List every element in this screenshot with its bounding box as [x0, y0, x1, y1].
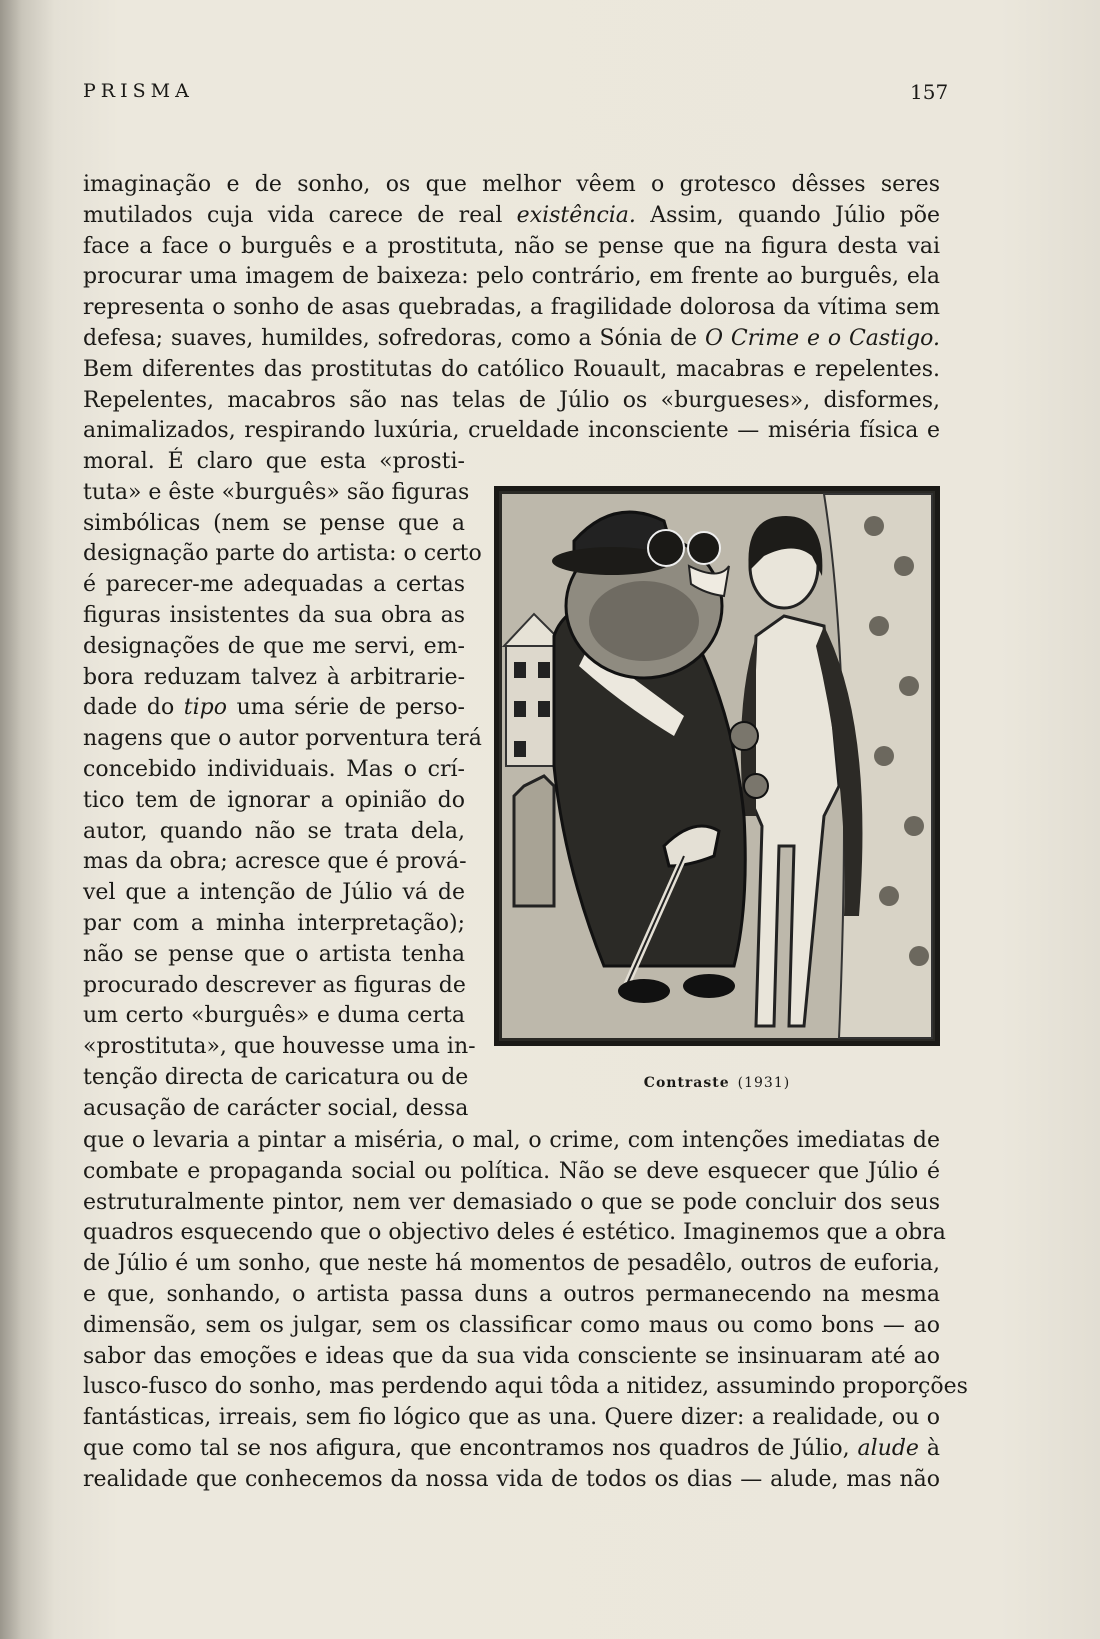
- text-line: não se pense que o artista tenha: [83, 941, 465, 967]
- text-line: moral. É claro que esta «prosti-: [83, 449, 465, 474]
- text-line: fantásticas, irreais, sem fio lógico que as una. Quere dizer: a realidade, ou o: [83, 1405, 940, 1431]
- paragraph-column: [83, 447, 482, 1125]
- text-line: face a face o burguês e a prostituta, não se pense que na figura desta vai: [83, 233, 940, 259]
- text-line: [83, 693, 465, 724]
- text-line: um certo «burguês» e duma certa: [83, 1003, 465, 1029]
- italic-text: tipo: [183, 695, 227, 721]
- text-line: [83, 201, 940, 232]
- text-segment: que como tal se nos afigura, que encontramos nos quadros de Júlio,: [83, 1435, 858, 1461]
- text-line: Repelentes, macabros são nas telas de Júlio os «burgueses», disformes,: [83, 387, 940, 413]
- text-line: procurado descrever as figuras de: [83, 972, 466, 998]
- text-line: tico tem de ignorar a opinião do: [83, 787, 465, 813]
- text-line: tenção directa de caricatura ou de: [83, 1064, 469, 1090]
- text-line: concebido individuais. Mas o crí-: [83, 756, 465, 782]
- text-line: nagens que o autor porventura terá: [83, 726, 482, 752]
- text-line: bora reduzam talvez à arbitrarie-: [83, 664, 465, 690]
- text-segment: defesa; suaves, humildes, sofredoras, como a Sónia de: [83, 325, 705, 351]
- text-segment: mutilados cuja vida carece de real: [83, 202, 517, 228]
- caption-year: (1931): [737, 1075, 791, 1091]
- text-line: mas da obra; acresce que é prová-: [83, 849, 467, 875]
- paragraph-top: [83, 170, 940, 447]
- italic-text: alude: [857, 1435, 919, 1461]
- text-line: tuta» e êste «burguês» são figuras: [83, 479, 470, 505]
- text-line: designações de que me servi, em-: [83, 633, 465, 659]
- text-line: representa o sonho de asas quebradas, a fragilidade dolorosa da vítima sem: [83, 295, 940, 321]
- text-line: figuras insistentes da sua obra as: [83, 602, 465, 628]
- text-line: de Júlio é um sonho, que neste há momentos de pesadêlo, outros de euforia,: [83, 1251, 940, 1277]
- text-line: «prostituta», que houvesse uma in-: [83, 1034, 476, 1060]
- painting-illustration: [494, 486, 940, 1046]
- text-segment: dade do: [83, 695, 184, 721]
- page-number: 157: [910, 80, 949, 104]
- text-line: sabor das emoções e ideas que da sua vida consciente se insinuaram até ao: [83, 1343, 940, 1369]
- text-line: animalizados, respirando luxúria, crueldade inconsciente — miséria física e: [83, 418, 940, 444]
- figure-caption: [494, 1075, 940, 1091]
- text-line: designação parte do artista: o certo: [83, 541, 482, 567]
- text-line: Bem diferentes das prostitutas do católico Rouault, macabras e repelentes.: [83, 356, 940, 382]
- italic-text: existência.: [516, 202, 636, 228]
- text-line: simbólicas (nem se pense que a: [83, 510, 465, 536]
- text-line: que o levaria a pintar a miséria, o mal, o crime, com intenções imediatas de: [83, 1128, 940, 1153]
- text-line: [83, 1434, 940, 1465]
- text-line: autor, quando não se trata dela,: [83, 818, 465, 844]
- painting-drawing: [494, 486, 940, 1046]
- text-line: imaginação e de sonho, os que melhor vêem o grotesco dêsses seres: [83, 172, 940, 197]
- text-line: quadros esquecendo que o objectivo deles é estético. Imaginemos que a obra: [83, 1220, 946, 1246]
- italic-text: O Crime e o Castigo.: [704, 325, 941, 351]
- text-line: acusação de carácter social, dessa: [83, 1095, 469, 1121]
- text-segment: à: [918, 1435, 941, 1461]
- text-line: procurar uma imagem de baixeza: pelo contrário, em frente ao burguês, ela: [83, 264, 940, 290]
- text-segment: Assim, quando Júlio põe: [635, 202, 940, 228]
- caption-title: Contraste: [643, 1075, 730, 1091]
- text-line: lusco-fusco do sonho, mas perdendo aqui tôda a nitidez, assumindo proporções: [83, 1374, 968, 1400]
- text-line: e que, sonhando, o artista passa duns a outros permanecendo na mesma: [83, 1281, 940, 1307]
- running-title: PRISMA: [83, 80, 194, 102]
- text-line: combate e propaganda social ou política. Não se deve esquecer que Júlio é: [83, 1158, 940, 1184]
- text-line: estruturalmente pintor, nem ver demasiado o que se pode concluir dos seus: [83, 1189, 940, 1215]
- text-segment: uma série de perso-: [227, 695, 465, 721]
- text-line: [83, 324, 940, 355]
- text-line: vel que a intenção de Júlio vá de: [83, 880, 465, 906]
- text-line: é parecer-me adequadas a certas: [83, 572, 465, 598]
- text-line: dimensão, sem os julgar, sem os classificar como maus ou como bons — ao: [83, 1312, 940, 1338]
- paragraph-bottom: [83, 1126, 968, 1496]
- text-line: par com a minha interpretação);: [83, 910, 465, 936]
- text-line: realidade que conhecemos da nossa vida de todos os dias — alude, mas não: [83, 1466, 940, 1492]
